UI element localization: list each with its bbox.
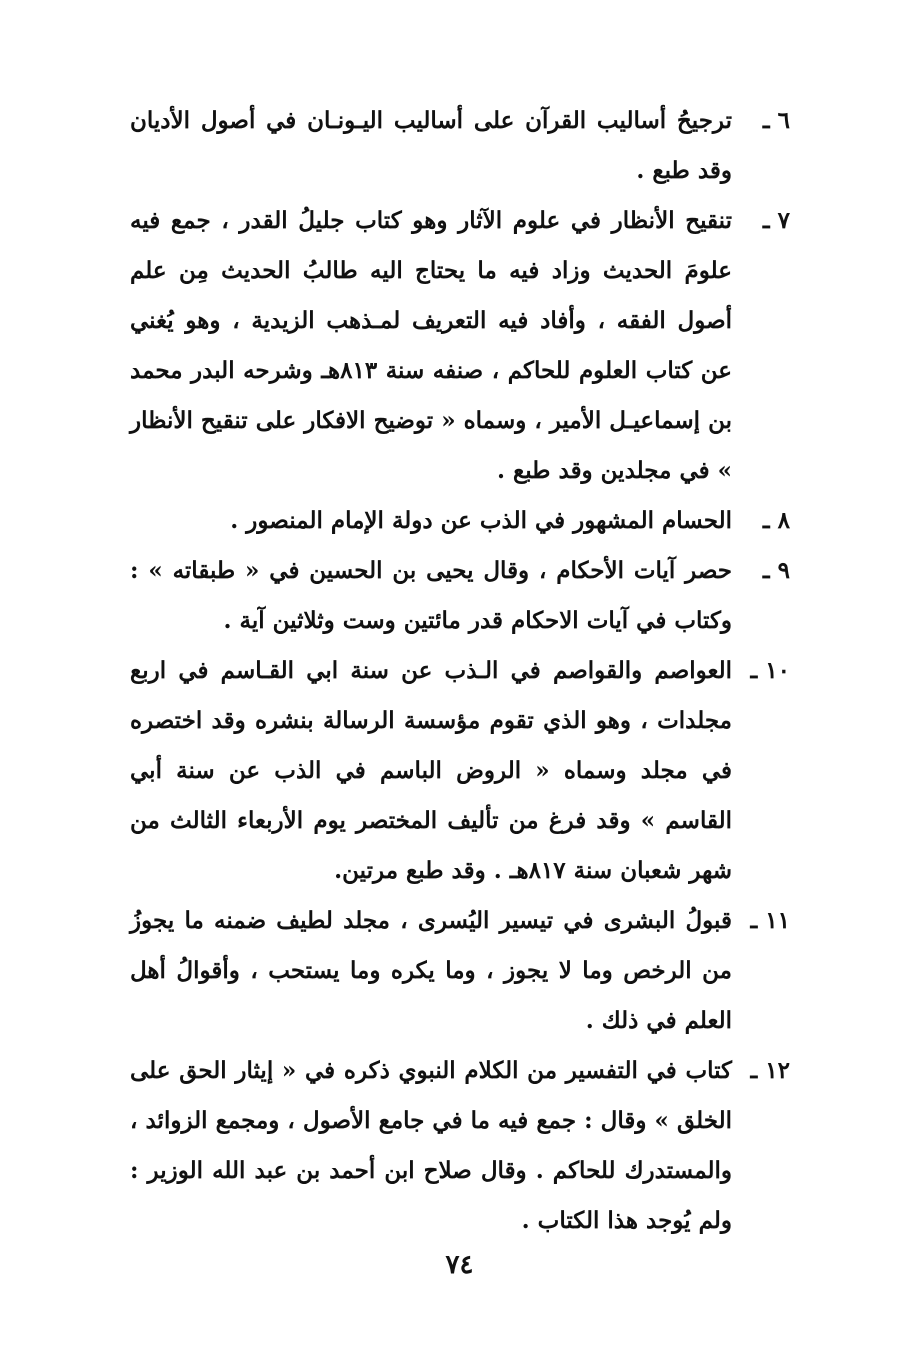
page-body (130, 96, 790, 1246)
list-item (130, 1046, 790, 1246)
item-text: تنقيح الأنظار في علوم الآثار وهو كتاب جليلُ القدر ، جمع فيه علومَ الحديث وزاد فيه ما يحتاج اليه طالبُ الحديث مِن علم أصول الفقه ، وأفاد فيه التعريف لمـذهب الزيدية ، وهو يُغني عن كتاب العلوم للحاكم ، صنفه سنة ٨١٣هـ وشرحه البدر محمد بن إسماعيـل الأمير ، وسماه « توضيح الافكار على تنقيح الأنظار » في مجلدين وقد طبع . (130, 207, 733, 484)
item-text: الحسام المشهور في الذب عن دولة الإمام المنصور . (230, 507, 732, 534)
list-item (130, 196, 790, 496)
item-number: ٦ ـ (762, 107, 790, 134)
item-number: ٨ ـ (762, 507, 790, 534)
item-number: ١٠ ـ (750, 657, 790, 684)
item-number: ١١ ـ (750, 907, 790, 934)
item-text: كتاب في التفسير من الكلام النبوي ذكره في « إيثار الحق على الخلق » وقال : جمع فيه ما في جامع الأصول ، ومجمع الزوائد ، والمستدرك للحاكم . وقال صلاح ابن أحمد بن عبد الله الوزير : ولم يُوجد هذا الكتاب . (130, 1057, 732, 1234)
item-text: العواصم والقواصم في الـذب عن سنة ابي القـاسم في اربع مجلدات ، وهو الذي تقوم مؤسسة الرسالة بنشره وقد اختصره في مجلد وسماه « الروض الباسم في الذب عن سنة أبي القاسم » وقد فرغ من تأليف المختصر يوم الأربعاء الثالث من شهر شعبان سنة ٨١٧هـ . وقد طبع مرتين. (130, 657, 732, 884)
list-item (130, 896, 790, 1046)
list-item (130, 496, 790, 546)
item-number: ١٢ ـ (750, 1057, 790, 1084)
item-text: ترجيحُ أساليب القرآن على أساليب اليـونـان في أصول الأديان وقد طبع . (130, 107, 732, 184)
item-number: ٩ ـ (762, 557, 790, 584)
item-text: حصر آيات الأحكام ، وقال يحيى بن الحسين في « طبقاته » : وكتاب في آيات الاحكام قدر مائتين وست وثلاثين آية . (130, 557, 732, 634)
item-number: ٧ ـ (762, 207, 790, 234)
page-number: ٧٤ (445, 1250, 474, 1280)
list-item (130, 546, 790, 646)
list-item (130, 96, 790, 196)
item-text: قبولُ البشرى في تيسير اليُسرى ، مجلد لطيف ضمنه ما يجوزُ من الرخص وما لا يجوز ، وما يكره وما يستحب ، وأقوالُ أهل العلم في ذلك . (130, 907, 732, 1034)
list-item (130, 646, 790, 896)
